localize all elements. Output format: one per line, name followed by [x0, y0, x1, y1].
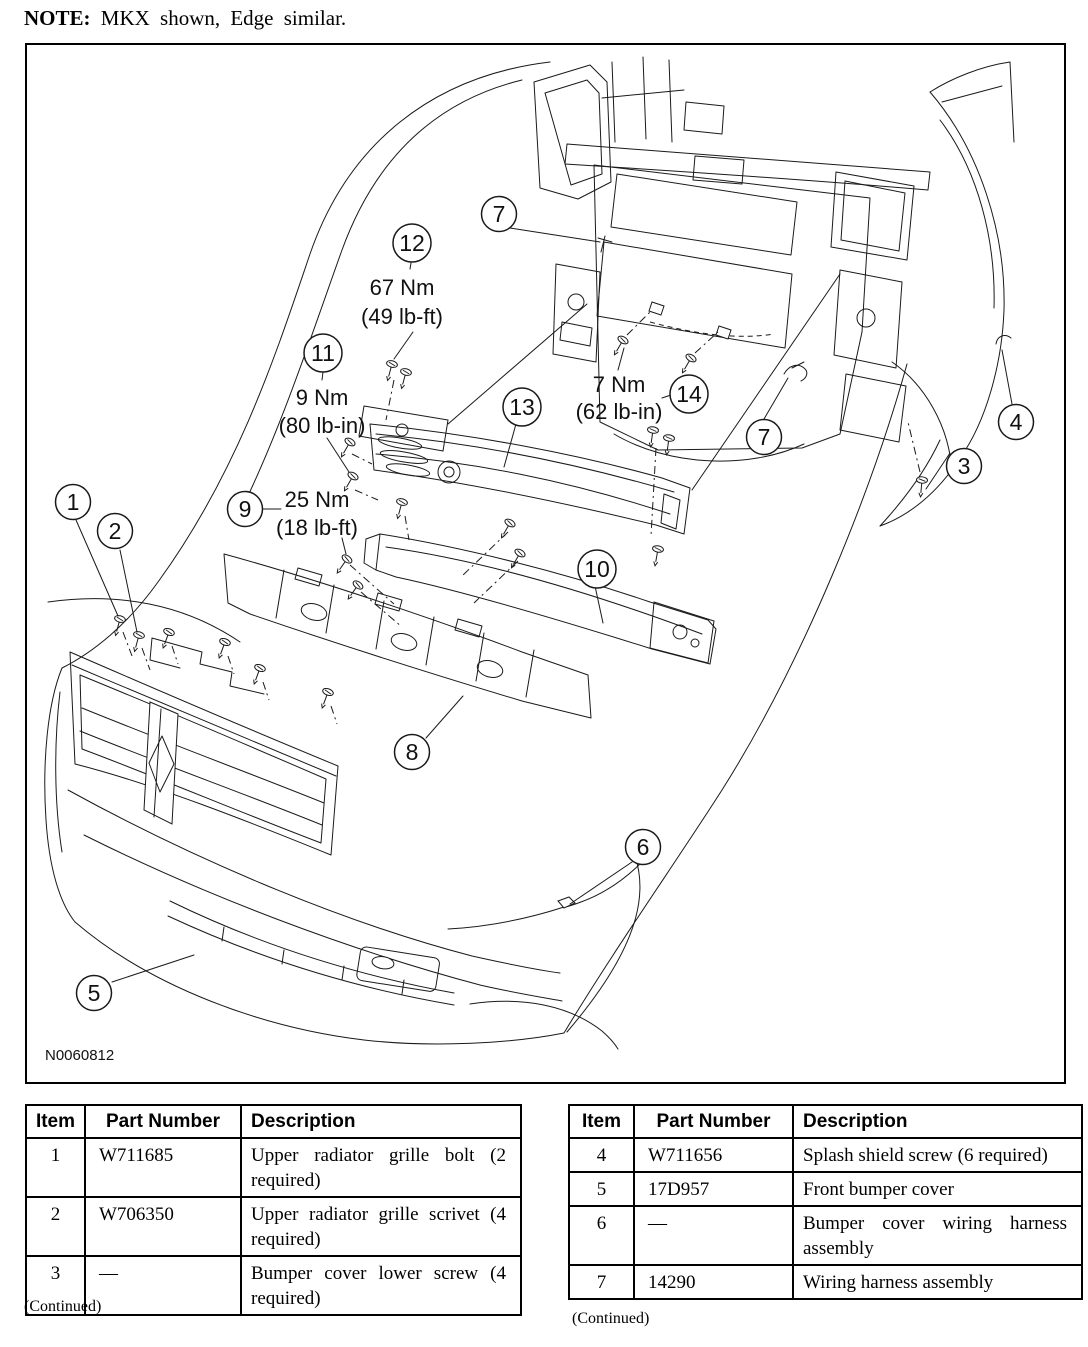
- table-row: [26, 1138, 521, 1197]
- description-cell: Splash shield screw (6 required): [793, 1138, 1082, 1172]
- callout-8: 8: [405, 739, 419, 765]
- splash-shield-lines: [880, 362, 952, 526]
- col-header-desc: Description: [793, 1105, 1082, 1138]
- col-header-item: Item: [26, 1105, 85, 1138]
- energy-absorber: [224, 554, 591, 718]
- torque-25nm: 25 Nm: [284, 487, 350, 512]
- fog-lamp: [356, 946, 440, 992]
- note-line: [24, 6, 346, 31]
- torque-67nm: 67 Nm: [369, 275, 435, 300]
- description-cell: Upper radiator grille scrivet (4 required): [241, 1197, 521, 1256]
- part-number-cell: —: [85, 1256, 241, 1315]
- torque-7nm-alt: (62 lb-in): [575, 399, 663, 424]
- callout-11: 11: [311, 340, 335, 366]
- description-cell: Wiring harness assembly: [793, 1265, 1082, 1299]
- description-cell: Upper radiator grille bolt (2 required): [241, 1138, 521, 1197]
- continued-label-left: (Continued): [24, 1298, 102, 1315]
- torque-7nm: 7 Nm: [592, 372, 646, 397]
- continued-label-right: (Continued): [572, 1310, 650, 1327]
- callout-2: 2: [108, 518, 122, 544]
- figure-id-label: N0060812: [45, 1047, 115, 1064]
- callout-3: 3: [957, 453, 971, 479]
- callout-balloons: [56, 197, 1034, 1011]
- item-cell: 6: [569, 1206, 634, 1265]
- torque-25nm-alt: (18 lb-ft): [276, 515, 358, 540]
- callout-7a: 7: [492, 201, 506, 227]
- col-header-item: Item: [569, 1105, 634, 1138]
- col-header-part: Part Number: [85, 1105, 241, 1138]
- radiator-grille: [70, 638, 338, 855]
- table-row: [569, 1265, 1082, 1299]
- callout-1: 1: [66, 489, 80, 515]
- col-header-part: Part Number: [634, 1105, 793, 1138]
- front-bumper-exploded-diagram: [27, 45, 1064, 1082]
- part-number-cell: —: [634, 1206, 793, 1265]
- item-cell: 7: [569, 1265, 634, 1299]
- callout-4: 4: [1009, 409, 1023, 435]
- part-number-cell: 14290: [634, 1265, 793, 1299]
- callout-5: 5: [87, 980, 101, 1006]
- front-bumper-cover: [48, 599, 640, 1049]
- table-row: [569, 1138, 1082, 1172]
- table-row: [569, 1172, 1082, 1206]
- item-cell: 5: [569, 1172, 634, 1206]
- callout-9: 9: [238, 496, 252, 522]
- torque-labels: [276, 275, 662, 540]
- callout-12: 12: [399, 230, 425, 256]
- pin-retainer: [598, 236, 612, 252]
- part-number-cell: W711685: [85, 1138, 241, 1197]
- table-row: [26, 1197, 521, 1256]
- item-cell: 3: [26, 1256, 85, 1315]
- item-cell: 1: [26, 1138, 85, 1197]
- torque-9nm-alt: (80 lb-in): [278, 413, 366, 438]
- right-frame-bracket: [834, 270, 902, 368]
- grille-upper-bracket: [150, 638, 264, 694]
- callout-7b: 7: [757, 424, 771, 450]
- lower-intake: [168, 901, 454, 1005]
- callout-13: 13: [509, 394, 535, 420]
- wiring-harness: [448, 236, 1011, 929]
- table-header-row: [569, 1105, 1082, 1138]
- table-header-row: [26, 1105, 521, 1138]
- left-headlamp: [534, 65, 611, 199]
- item-cell: 2: [26, 1197, 85, 1256]
- part-number-cell: 17D957: [634, 1172, 793, 1206]
- body-silhouette: [45, 62, 1014, 1044]
- description-cell: Bumper cover lower screw (4 required): [241, 1256, 521, 1315]
- description-cell: Bumper cover wiring harness assembly: [793, 1206, 1082, 1265]
- note-label: NOTE:: [24, 6, 91, 30]
- callout-10: 10: [584, 556, 610, 582]
- part-number-cell: W706350: [85, 1197, 241, 1256]
- callout-14: 14: [676, 381, 702, 407]
- item-cell: 4: [569, 1138, 634, 1172]
- col-header-desc: Description: [241, 1105, 521, 1138]
- description-cell: Front bumper cover: [793, 1172, 1082, 1206]
- cowl-struts: [602, 57, 684, 142]
- torque-67nm-alt: (49 lb-ft): [361, 304, 443, 329]
- parts-table-right: [568, 1104, 1083, 1300]
- parts-table-left: [25, 1104, 522, 1316]
- part-number-cell: W711656: [634, 1138, 793, 1172]
- front-end-structure: [534, 57, 952, 526]
- note-text: MKX shown, Edge similar.: [100, 6, 347, 30]
- callout-6: 6: [636, 834, 650, 860]
- table-row: [569, 1206, 1082, 1265]
- torque-9nm: 9 Nm: [295, 385, 349, 410]
- exploded-view-figure: [25, 43, 1066, 1084]
